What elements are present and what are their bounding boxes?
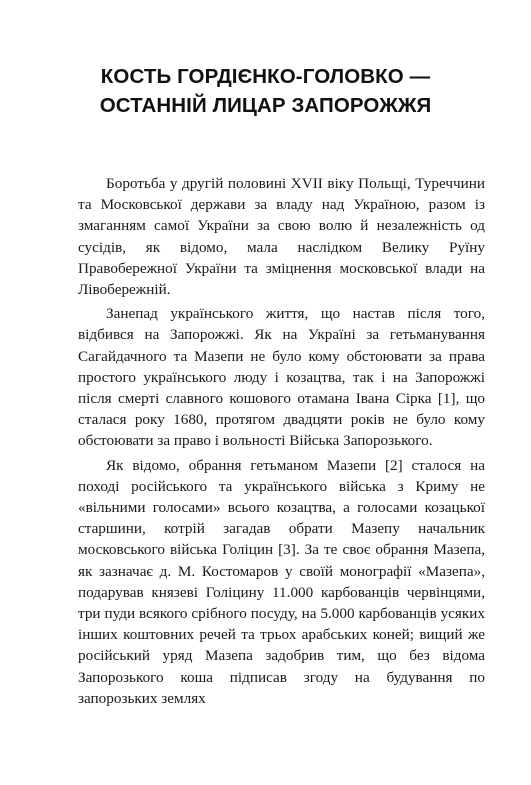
chapter-body [78, 173, 485, 712]
paragraph-2: Занепад українського життя, що настав після того, відбився на Запорожжі. Як на Україні за гетьманування Сагайдачного та Мазепи не було кому обстоювати за права простого українського люду і козацтва, так і на Запорожжі після смерті славного кошового отамана Івана Сірка [1], що сталася року 1680, протягом двадцяти років не було кому обстоювати за право і вольності Війська Запорозького. [78, 305, 485, 450]
chapter-title [40, 62, 491, 120]
paragraph-3: Як відомо, обрання гетьманом Мазепи [2] сталося на поході російського та українського війська з Криму не «вільними голосами» всього козацтва, а голосами козацької старшини, котрій загадав обрати Мазепу начальник московського війська Голіцин [3]. За те своє обрання Мазепа, як зазначає д. М. Костомаров у своїй монографії «Мазепа», подарував князеві Голіцину 11.000 карбованців червінцями, три пуди всякого срібного посуду, на 5.000 карбованців усяких інших коштовних речей та трьох арабських коней; вищий же російський уряд Мазепа задобрив тим, що без відома Запорозького коша підписав згоду на будування по запорозьких землях [78, 456, 485, 707]
chapter-title-line-1: КОСТЬ ГОРДІЄНКО-ГОЛОВКО — [100, 65, 431, 88]
paragraph-1: Боротьба у другій половині XVII віку Польщі, Туреччини та Московської держави за владу над Україною, разом із змаганням самої України за свою волю й незалежність од сусідів, як відомо, мала наслідком Велику Руїну Правобережної України та зміцнення московської влади на Лівобережній. [78, 175, 485, 299]
chapter-title-line-2: ОСТАННІЙ ЛИЦАР ЗАПОРОЖЖЯ [99, 94, 432, 117]
